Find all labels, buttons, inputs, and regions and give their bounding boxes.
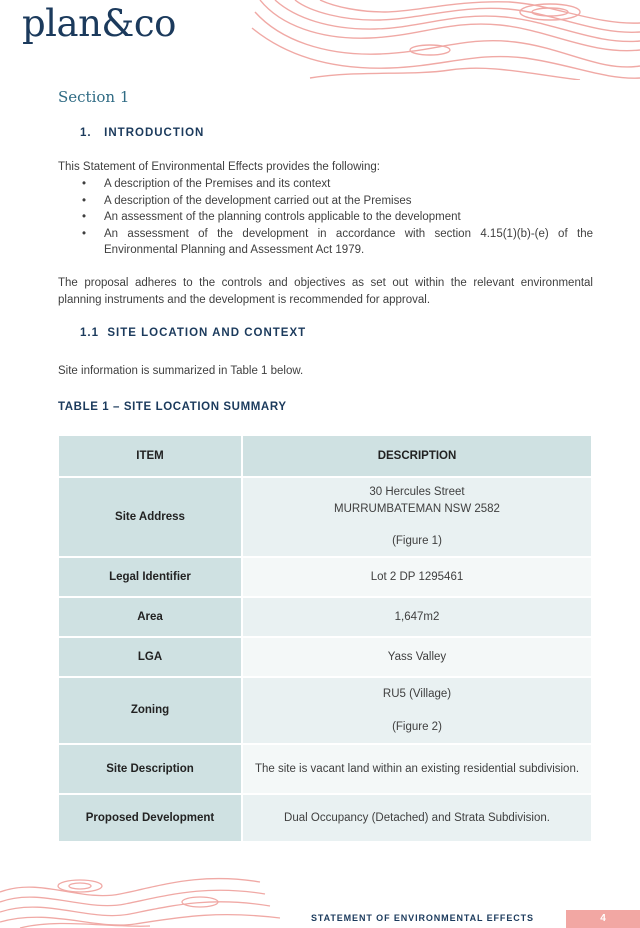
intro-bullet-list <box>58 176 593 259</box>
table-row <box>58 637 592 677</box>
figure-reference: (Figure 2) <box>392 720 442 733</box>
table-header-row <box>58 435 592 477</box>
table-row <box>58 744 592 794</box>
row-description-zoning <box>242 677 592 744</box>
site-location-heading: 1.1 SITE LOCATION AND CONTEXT <box>80 327 307 339</box>
address-locality: MURRUMBATEMAN NSW 2582 <box>334 502 500 515</box>
table-row <box>58 677 592 744</box>
section-label: Section 1 <box>58 88 130 106</box>
item-column-header: ITEM <box>58 435 242 477</box>
company-logo: plan&co <box>22 2 176 45</box>
row-item-area: Area <box>58 597 242 637</box>
table-row <box>58 597 592 637</box>
row-description-lga: Yass Valley <box>242 637 592 677</box>
row-item-lga: LGA <box>58 637 242 677</box>
table-row <box>58 557 592 597</box>
description-column-header: DESCRIPTION <box>242 435 592 477</box>
footer-document-title: STATEMENT OF ENVIRONMENTAL EFFECTS <box>311 913 534 923</box>
page-number: 4 <box>566 910 640 928</box>
row-item-proposed-development: Proposed Development <box>58 794 242 842</box>
figure-reference: (Figure 1) <box>392 535 442 548</box>
introduction-heading: 1. INTRODUCTION <box>80 127 205 139</box>
bullet-item: • An assessment of the planning controls applicable to the development <box>58 209 593 226</box>
row-description-site-address <box>242 477 592 557</box>
row-description-site-description: The site is vacant land within an existing residential subdivision. <box>242 744 592 794</box>
row-item-zoning: Zoning <box>58 677 242 744</box>
bullet-item: • A description of the development carried out at the Premises <box>58 193 593 210</box>
row-item-site-address: Site Address <box>58 477 242 557</box>
address-street: 30 Hercules Street <box>369 486 465 499</box>
bullet-item: • An assessment of the development in accordance with section 4.15(1)(b)-(e) of the Environmental Planning and Assessment Act 1979. <box>58 226 593 259</box>
intro-text: This Statement of Environmental Effects provides the following: <box>58 161 380 173</box>
proposal-paragraph: The proposal adheres to the controls and objectives as set out within the relevant environmental planning instruments and the development is recommended for approval. <box>58 277 593 306</box>
zoning-value: RU5 (Village) <box>382 688 452 700</box>
site-location-summary-table <box>57 434 593 843</box>
row-item-legal-identifier: Legal Identifier <box>58 557 242 597</box>
bullet-item: • A description of the Premises and its context <box>58 176 593 193</box>
topographic-decoration-top <box>250 0 640 80</box>
row-description-proposed-development: Dual Occupancy (Detached) and Strata Subdivision. <box>242 794 592 842</box>
table-row <box>58 477 592 557</box>
topographic-decoration-bottom <box>0 872 300 928</box>
row-item-site-description: Site Description <box>58 744 242 794</box>
table-title: TABLE 1 – SITE LOCATION SUMMARY <box>58 401 287 413</box>
site-info-text: Site information is summarized in Table 1 below. <box>58 365 304 377</box>
row-description-legal-identifier: Lot 2 DP 1295461 <box>242 557 592 597</box>
table-row <box>58 794 592 842</box>
row-description-area: 1,647m2 <box>242 597 592 637</box>
